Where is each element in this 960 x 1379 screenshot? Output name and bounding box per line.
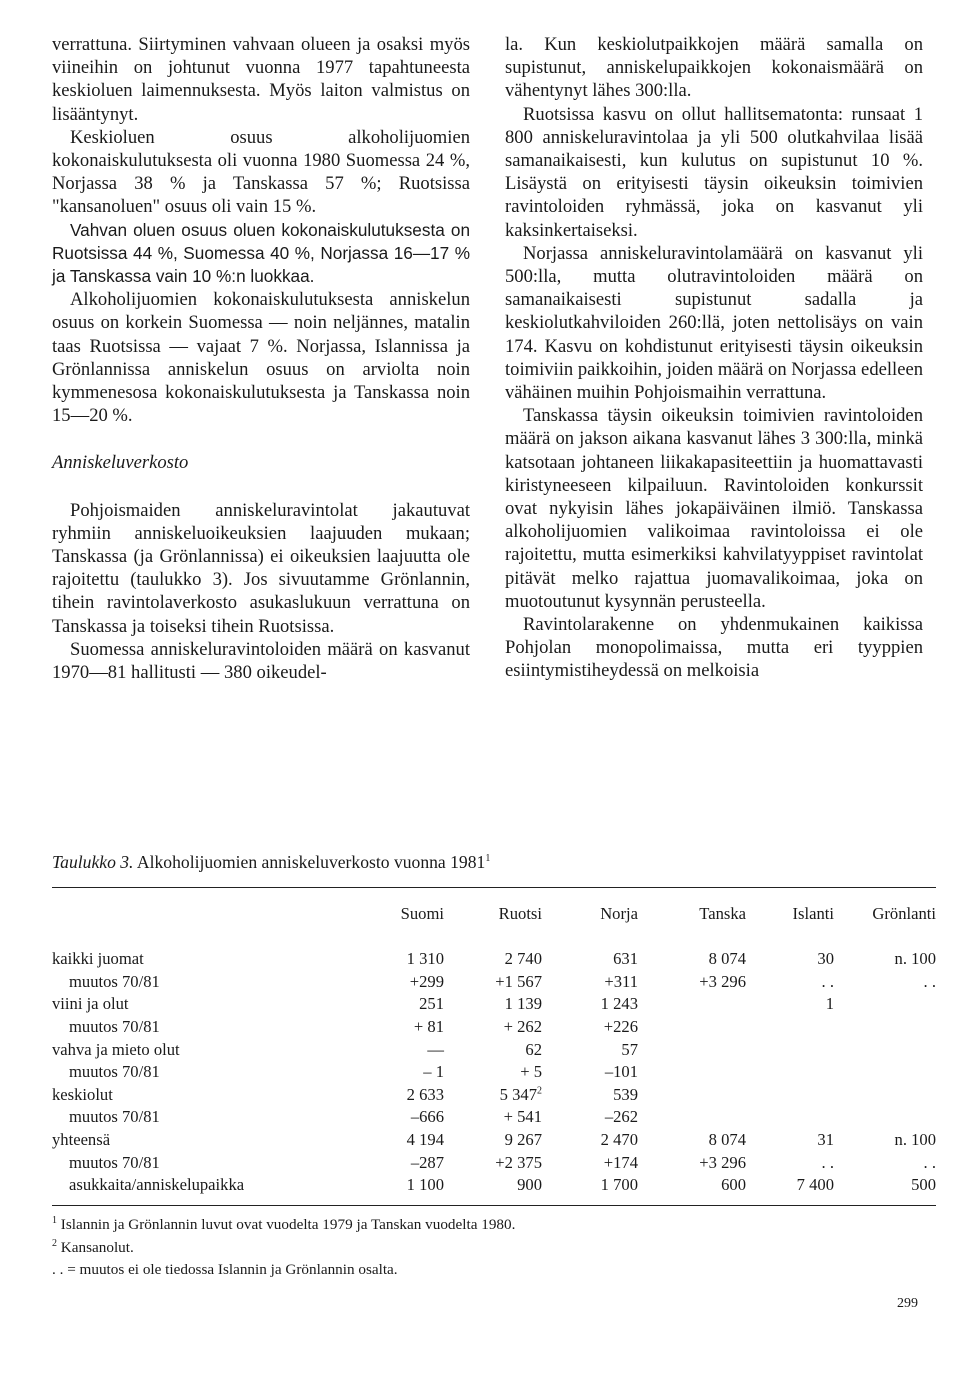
table-cell: –262: [604, 1107, 638, 1127]
table-cell: +174: [603, 1152, 638, 1172]
table-cell: 1 700: [600, 1175, 638, 1195]
table-cell: 2 470: [600, 1130, 638, 1150]
paragraph: Vahvan oluen osuus oluen kokonaiskulutuksesta on Ruotsissa 44 %, Suomessa 40 %, Norjassa 16—17 % ja Tanskassa vain 10 %:n luokkaa.: [52, 219, 470, 287]
table-cell: [746, 1016, 834, 1039]
row-label: muutos 70/81: [69, 971, 160, 991]
table-cell: . .: [923, 1152, 936, 1172]
table-cell: + 5: [520, 1062, 542, 1082]
table-cell: 31: [817, 1130, 834, 1150]
table-body: [52, 940, 936, 1205]
section-heading: Anniskeluverkosto: [52, 452, 189, 474]
row-label: muutos 70/81: [69, 1152, 160, 1172]
footnote: [52, 1259, 515, 1282]
footnote-text: Islannin ja Grönlannin luvut ovat vuodelta 1979 ja Tanskan vuodelta 1980.: [60, 1216, 516, 1233]
table-row: [52, 1106, 936, 1129]
row-label: vahva ja mieto olut: [52, 1039, 180, 1059]
table-row: [52, 1129, 936, 1152]
table-cell: [444, 1084, 542, 1107]
table-cell: [746, 1084, 834, 1107]
table-cell: [834, 1016, 936, 1039]
table-cell: +3 296: [699, 1152, 746, 1172]
table-cell: n. 100: [894, 1130, 936, 1150]
table-cell: [638, 1061, 746, 1084]
row-label: keskiolut: [52, 1084, 113, 1104]
table-row: [52, 940, 936, 971]
table-cell: 1 100: [406, 1175, 444, 1195]
table-cell: 251: [419, 994, 444, 1014]
footnote-mark: 2: [52, 1237, 57, 1249]
table-row: [52, 1151, 936, 1174]
table-cell: [638, 1038, 746, 1061]
table-cell: . .: [821, 971, 834, 991]
table-cell: [834, 1106, 936, 1129]
row-label: viini ja olut: [52, 994, 129, 1014]
footnote-ref: 1: [485, 853, 491, 865]
column-header: Grönlanti: [872, 904, 936, 923]
table-cell: [746, 1106, 834, 1129]
table-caption: [52, 852, 936, 873]
row-label: muutos 70/81: [69, 1062, 160, 1082]
table-cell: +1 567: [495, 971, 542, 991]
paragraph: Tanskassa täysin oikeuksin toimivien ravintoloiden määrä on jakson aikana kasvanut lähes 3 300:lla, minkä katsotaan johtaneen liikakapasiteettiin ja huomattavasti kiristyneeseen kilpailuun. Ravintoloiden konkurssit ovat nykyisin lähes jokapäiväinen ilmiö. Tanskassa alkoholijuomien valikoimaa ravintoloissa ei ole rajoitettu, mutta esimerkiksi kahvilatyyppiset ravintolat pitävät melko rajattua juomavalikoimaa, joka on muotoutunut kysynnän perusteella.: [505, 405, 923, 612]
footnote-mark: 1: [52, 1214, 57, 1226]
table-cell: 30: [817, 949, 834, 969]
table-cell: 8 074: [708, 949, 746, 969]
cell-value: 5 347: [499, 1084, 537, 1104]
left-column: [52, 33, 470, 684]
row-label: asukkaita/anniskelupaikka: [69, 1175, 245, 1195]
table-rule-bottom: [52, 1205, 936, 1206]
table-row: [52, 1038, 936, 1061]
right-column: [505, 33, 923, 683]
table-row: [52, 971, 936, 994]
footnote: [52, 1214, 515, 1237]
footnote-text: Kansanolut.: [60, 1238, 134, 1256]
column-header: Norja: [600, 904, 638, 923]
table-cell: 2 633: [406, 1084, 444, 1104]
paragraph: Keskioluen osuus alkoholijuomien kokonaiskulutuksesta oli vuonna 1980 Suomessa 24 %, Norjassa 38 % ja Tanskassa 57 %; Ruotsissa "kansanoluen" osuus oli vain 15 %.: [52, 126, 470, 218]
table-row: [52, 1174, 936, 1205]
paragraph: Ravintolarakenne on yhdenmukainen kaikissa Pohjolan monopolimaissa, mutta eri tyyppien esiintymistiheydessä on melkoisia: [505, 614, 923, 682]
table-cell: [834, 1061, 936, 1084]
column-header: Islanti: [792, 904, 834, 923]
table-3: [52, 852, 936, 1206]
table-cell: 62: [525, 1039, 542, 1059]
paragraph: Suomessa anniskeluravintoloiden määrä on kasvanut 1970—81 hallitusti — 380 oikeudel-: [52, 638, 470, 684]
paragraph: Ruotsissa kasvu on ollut hallitsematonta: runsaat 1 800 anniskeluravintolaa ja yli 500 olutkahvilaa lisää samanaikaisesti, kun kulutus on supistunut 10 %. Lisäystä on erityisesti täysin oikeuksin toimivien ravintoloiden ryhmässä, joka on kasvanut yli kaksinkertaiseksi.: [505, 103, 923, 241]
table-cell: 1 310: [406, 949, 444, 969]
table-cell: n. 100: [894, 949, 936, 969]
table-cell: +299: [409, 971, 444, 991]
table-caption-text: Alkoholijuomien anniskeluverkosto vuonna 1981: [136, 852, 486, 872]
column-header: Suomi: [400, 904, 444, 923]
table-row: [52, 1061, 936, 1084]
table-cell: + 81: [413, 1017, 444, 1037]
footnote-ref: 2: [537, 1085, 542, 1097]
table-cell: +226: [603, 1017, 638, 1037]
table-cell: –287: [410, 1152, 444, 1172]
table-cell: [746, 1038, 834, 1061]
table-cell: [834, 1038, 936, 1061]
table-cell: 600: [721, 1175, 746, 1195]
table-cell: 57: [621, 1039, 638, 1059]
table-cell: 2 740: [504, 949, 542, 969]
table-header-row: [52, 888, 936, 940]
table-cell: . .: [923, 971, 936, 991]
table-cell: 8 074: [708, 1130, 746, 1150]
row-label: muutos 70/81: [69, 1017, 160, 1037]
table-cell: [638, 1084, 746, 1107]
table-row: [52, 1016, 936, 1039]
table-cell: + 541: [503, 1107, 542, 1127]
table-cell: 9 267: [504, 1130, 542, 1150]
table-cell: [834, 993, 936, 1016]
table-cell: +2 375: [495, 1152, 542, 1172]
table-cell: [746, 1061, 834, 1084]
column-header: Ruotsi: [498, 904, 542, 923]
table-cell: +311: [604, 971, 638, 991]
data-table: [52, 888, 936, 1205]
paragraph: la. Kun keskiolutpaikkojen määrä samalla on supistunut, anniskelupaikkojen kokonaismäärä on vähentynyt lähes 300:lla.: [505, 34, 923, 102]
column-header-label: [52, 888, 352, 940]
table-cell: – 1: [423, 1062, 444, 1082]
paragraph: Pohjoismaiden anniskeluravintolat jakautuvat ryhmiin anniskeluoikeuksien laajuuden mukaan; Tanskassa (ja Grönlannissa) ei oikeuksien laajuutta ole rajoitettu (taulukko 3). Jos sivuutamme Grönlannin, tihein ravintolaverkosto asukaslukuun verrattuna on Tanskassa ja toiseksi tihein Ruotsissa.: [52, 499, 470, 637]
table-cell: 1 243: [600, 994, 638, 1014]
table-cell: [834, 1084, 936, 1107]
table-cell: [638, 1016, 746, 1039]
footnotes: [52, 1214, 515, 1282]
paragraph: Norjassa anniskeluravintolamäärä on kasvanut yli 500:lla, mutta olutravintoloiden määrä on samanaikaisesti supistunut sadalla ja keskiolutkahviloiden 260:llä, joten nettolisäys on vain 174. Kasvu on kohdistunut erityisesti täysin oikeuksin toimiviin paikkoihin, joiden määrä on Norjassa edelleen vähäinen muihin Pohjoismaihin verrattuna.: [505, 242, 923, 404]
paragraph: Alkoholijuomien kokonaiskulutuksesta anniskelun osuus on korkein Suomessa — noin neljännes, matalin taas Ruotsissa — vajaat 7 %. Norjassa, Islannissa ja Grönlannissa anniskelun osuus on arviolta noin kymmenesosa kokonaiskulutuksesta ja Tanskassa noin 15—20 %.: [52, 289, 470, 427]
table-cell: 539: [613, 1084, 638, 1104]
table-cell: 7 400: [796, 1175, 834, 1195]
table-cell: –101: [604, 1062, 638, 1082]
row-label: kaikki juomat: [52, 949, 144, 969]
table-cell: –666: [410, 1107, 444, 1127]
column-header: Tanska: [699, 904, 746, 923]
page-number: 299: [897, 1296, 918, 1311]
footnote-text: . . = muutos ei ole tiedossa Islannin ja Grönlannin osalta.: [52, 1261, 398, 1279]
table-cell: —: [427, 1039, 444, 1059]
row-label: yhteensä: [52, 1130, 111, 1150]
table-cell: 1 139: [504, 994, 542, 1014]
paragraph: verrattuna. Siirtyminen vahvaan olueen ja osaksi myös viineihin on johtunut vuonna 1977 tapahtuneesta keskioluen laimennuksesta. Myös laiton valmistus on lisääntynyt.: [52, 34, 470, 125]
table-cell: 500: [911, 1175, 936, 1195]
table-cell: +3 296: [699, 971, 746, 991]
table-cell: + 262: [503, 1017, 542, 1037]
table-cell: 1: [825, 994, 834, 1014]
table-caption-label: Taulukko 3.: [52, 852, 134, 872]
table-cell: 900: [517, 1175, 542, 1195]
footnote: [52, 1237, 515, 1260]
table-row: [52, 993, 936, 1016]
table-cell: . .: [821, 1152, 834, 1172]
table-cell: 631: [613, 949, 638, 969]
table-row: [52, 1084, 936, 1107]
row-label: muutos 70/81: [69, 1107, 160, 1127]
table-cell: 4 194: [406, 1130, 444, 1150]
table-cell: [638, 993, 746, 1016]
table-cell: [638, 1106, 746, 1129]
